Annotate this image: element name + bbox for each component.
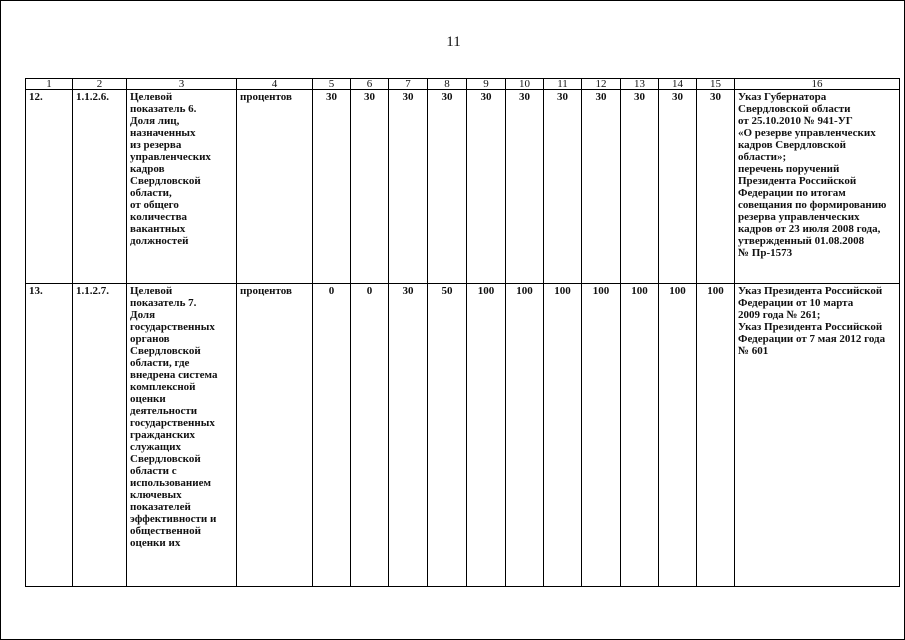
indicator-name-line: области с: [130, 465, 177, 477]
legal-basis-line: кадров от 23 июля 2008 года,: [738, 223, 881, 235]
indicator-name-line: назначенных: [130, 127, 196, 139]
value-cell: 30: [621, 90, 659, 284]
value-cell: 100: [467, 284, 506, 587]
value-cell: 100: [582, 284, 621, 587]
header-cell: 16: [735, 79, 900, 90]
legal-basis-line: Свердловской области: [738, 103, 851, 115]
indicator-name-line: эффективности и: [130, 513, 217, 525]
indicator-name-line: показатель 6.: [130, 103, 197, 115]
legal-basis: [735, 90, 900, 284]
header-cell: 2: [73, 79, 127, 90]
value-cell: 30: [659, 90, 697, 284]
indicator-name-line: количества: [130, 211, 188, 223]
value-cell: 50: [428, 284, 467, 587]
header-cell: 9: [467, 79, 506, 90]
legal-basis-line: «О резерве управленческих: [738, 127, 876, 139]
indicator-name-line: использованием: [130, 477, 211, 489]
value-cell: 100: [697, 284, 735, 587]
value-cell: 30: [428, 90, 467, 284]
value-cell: 30: [313, 90, 351, 284]
header-cell: 14: [659, 79, 697, 90]
indicator-name-line: должностей: [130, 235, 189, 247]
header-cell: 13: [621, 79, 659, 90]
indicator-name-line: общественной: [130, 525, 201, 537]
legal-basis-line: утвержденный 01.08.2008: [738, 235, 865, 247]
indicator-name-line: комплексной: [130, 381, 196, 393]
header-cell: 8: [428, 79, 467, 90]
header-cell: 7: [389, 79, 428, 90]
table-row: [26, 90, 900, 284]
legal-basis-line: № 601: [738, 345, 769, 357]
indicator-name-line: Свердловской: [130, 453, 201, 465]
indicator-name-line: показатель 7.: [130, 297, 197, 309]
value-cell: 30: [544, 90, 582, 284]
legal-basis-line: кадров Свердловской: [738, 139, 846, 151]
unit: процентов: [237, 90, 313, 284]
indicator-name-line: Свердловской: [130, 175, 201, 187]
legal-basis-line: от 25.10.2010 № 941-УГ: [738, 115, 853, 127]
value-cell: 100: [659, 284, 697, 587]
value-cell: 30: [467, 90, 506, 284]
header-cell: 1: [26, 79, 73, 90]
legal-basis-line: перечень поручений: [738, 163, 840, 175]
indicator-name-line: вакантных: [130, 223, 186, 235]
indicator-name-line: управленческих: [130, 151, 211, 163]
value-cell: 0: [351, 284, 389, 587]
legal-basis-line: Федерации от 10 марта: [738, 297, 854, 309]
indicator-name: [127, 90, 237, 284]
legal-basis-line: Указ Президента Российской: [738, 321, 883, 333]
indicator-name-line: государственных: [130, 417, 215, 429]
header-cell: 5: [313, 79, 351, 90]
indicator-name-line: деятельности: [130, 405, 198, 417]
indicator-name-line: области, где: [130, 357, 190, 369]
value-cell: 30: [582, 90, 621, 284]
legal-basis-line: Указ Президента Российской: [738, 285, 883, 297]
row-number: 12.: [26, 90, 73, 284]
indicator-name-line: Доля лиц,: [130, 115, 180, 127]
value-cell: 100: [506, 284, 544, 587]
header-cell: 15: [697, 79, 735, 90]
header-cell: 12: [582, 79, 621, 90]
unit: процентов: [237, 284, 313, 587]
header-row: [26, 79, 900, 90]
indicator-name-line: органов: [130, 333, 170, 345]
indicator-name-line: Целевой: [130, 91, 173, 103]
indicator-name-line: показателей: [130, 501, 191, 513]
indicator-name-line: из резерва: [130, 139, 182, 151]
indicator-name-line: Свердловской: [130, 345, 201, 357]
indicator-name-line: от общего: [130, 199, 179, 211]
legal-basis: [735, 284, 900, 587]
value-cell: 30: [697, 90, 735, 284]
header-cell: 11: [544, 79, 582, 90]
page-number: 11: [446, 34, 461, 50]
legal-basis-line: 2009 года № 261;: [738, 309, 821, 321]
legal-basis-line: области»;: [738, 151, 787, 163]
value-cell: 30: [351, 90, 389, 284]
value-cell: 30: [389, 90, 428, 284]
header-cell: 4: [237, 79, 313, 90]
legal-basis-line: резерва управленческих: [738, 211, 860, 223]
legal-basis-line: № Пр-1573: [738, 247, 793, 259]
header-cell: 3: [127, 79, 237, 90]
indicator-code: 1.1.2.7.: [73, 284, 127, 587]
value-cell: 100: [544, 284, 582, 587]
indicator-name-line: Целевой: [130, 285, 173, 297]
table-row: [26, 284, 900, 587]
indicator-name-line: ключевых: [130, 489, 182, 501]
indicator-name-line: служащих: [130, 441, 182, 453]
indicator-code: 1.1.2.6.: [73, 90, 127, 284]
header-cell: 10: [506, 79, 544, 90]
legal-basis-line: Федерации от 7 мая 2012 года: [738, 333, 886, 345]
indicator-name-line: внедрена система: [130, 369, 218, 381]
indicator-name-line: Доля: [130, 309, 156, 321]
value-cell: 0: [313, 284, 351, 587]
legal-basis-line: Президента Российской: [738, 175, 857, 187]
indicator-name: [127, 284, 237, 587]
indicator-name-line: оценки их: [130, 537, 181, 549]
value-cell: 30: [389, 284, 428, 587]
indicator-table: [25, 78, 900, 587]
indicator-name-line: кадров: [130, 163, 165, 175]
legal-basis-line: совещания по формированию: [738, 199, 887, 211]
legal-basis-line: Федерации по итогам: [738, 187, 846, 199]
indicator-name-line: оценки: [130, 393, 166, 405]
header-cell: 6: [351, 79, 389, 90]
indicator-name-line: государственных: [130, 321, 215, 333]
value-cell: 30: [506, 90, 544, 284]
row-number: 13.: [26, 284, 73, 587]
value-cell: 100: [621, 284, 659, 587]
indicator-name-line: гражданских: [130, 429, 196, 441]
indicator-name-line: области,: [130, 187, 172, 199]
legal-basis-line: Указ Губернатора: [738, 91, 827, 103]
